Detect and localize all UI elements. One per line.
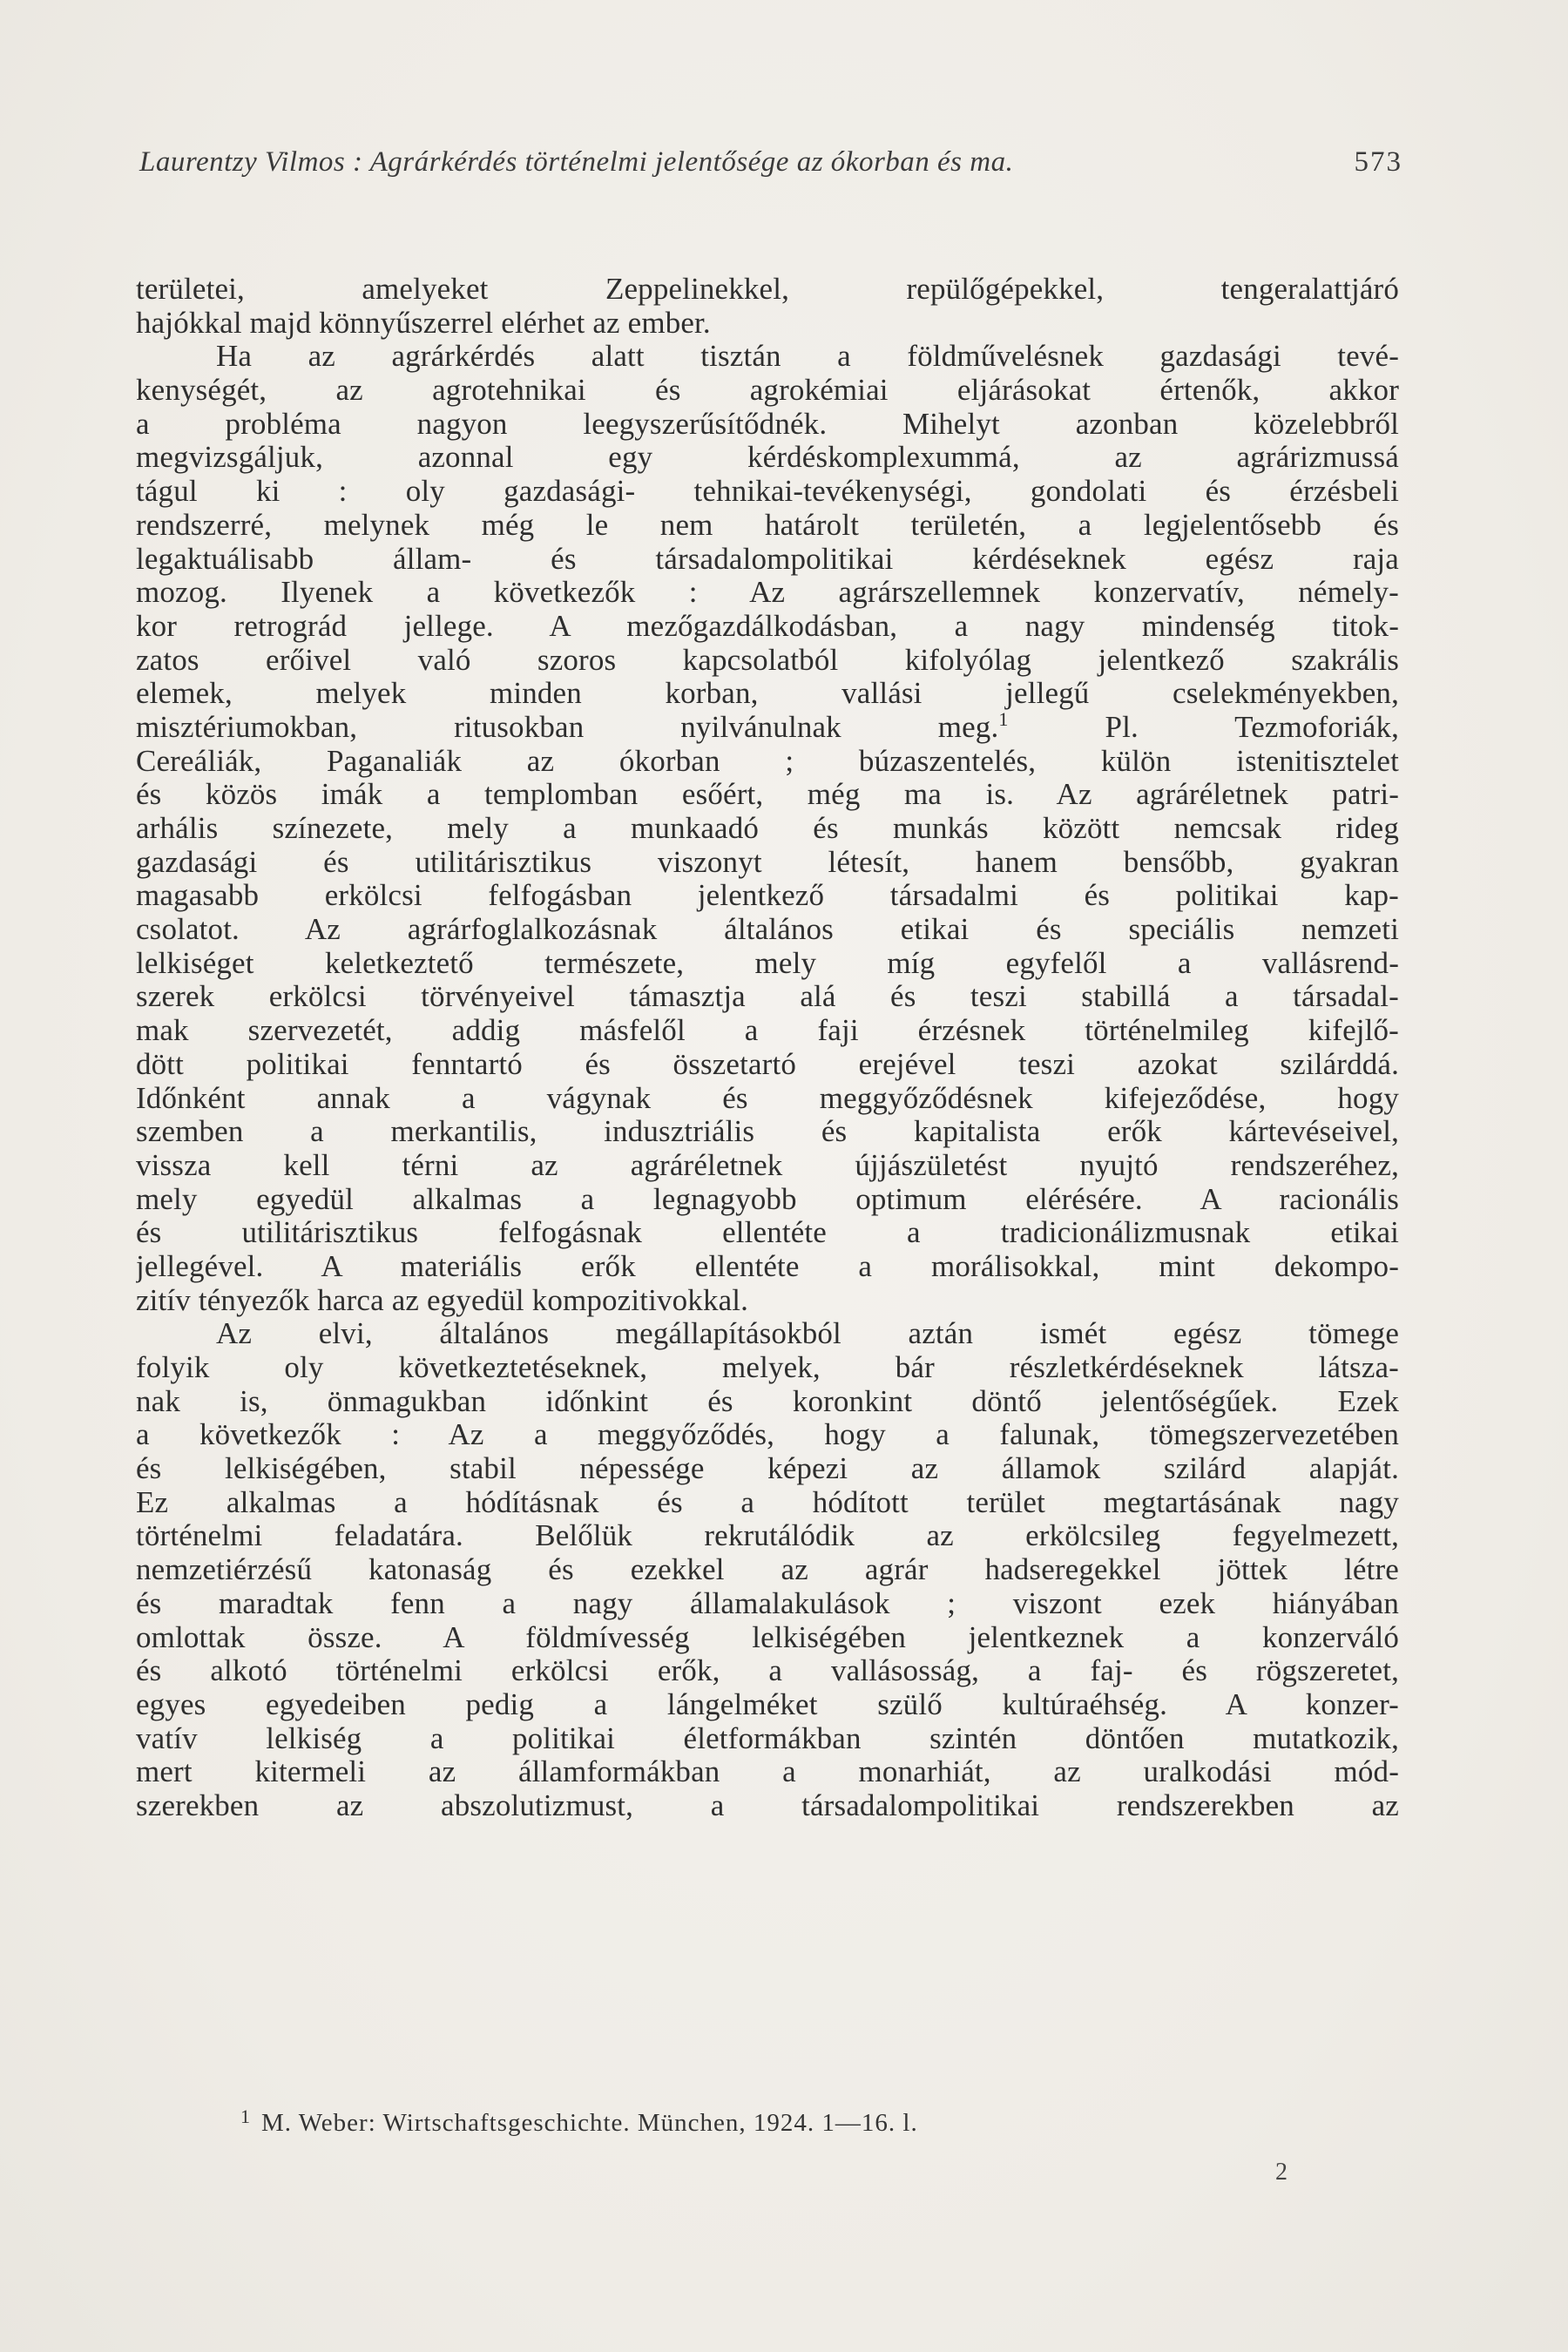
text-line: arhális színezete, mely a munkaadó és munkás között nemcsak rideg [136, 812, 1399, 845]
footnote [240, 2105, 918, 2138]
text-line: nak is, önmagukban időnkint és koronkint döntő jelentőségűek. Ezek [136, 1384, 1399, 1418]
text-line: rendszerré, melynek még le nem határolt területén, a legjelentősebb és [136, 508, 1399, 542]
text-line: tágul ki : oly gazdasági- tehnikai-tevékenységi, gondolati és érzésbeli [136, 475, 1399, 509]
footnote-mark: 1 [240, 2105, 251, 2127]
text-line: Az elvi, általános megállapításokból aztán ismét egész tömege [216, 1317, 1399, 1351]
page-number: 573 [1354, 146, 1402, 178]
text-line: megvizsgáljuk, azonnal egy kérdéskomplexummá, az agrárizmussá [136, 441, 1399, 475]
text-line: csolatot. Az agrárfoglalkozásnak általános etikai és speciális nemzeti [136, 913, 1399, 947]
text-line: omlottak össze. A földmívesség lelkiségében jelentkeznek a konzerváló [136, 1620, 1399, 1654]
text-line: szemben a merkantilis, indusztriális és kapitalista erők kártevéseivel, [136, 1115, 1399, 1149]
footnote-text: M. Weber: Wirtschaftsgeschichte. München, 1924. 1—16. l. [261, 2109, 918, 2137]
signature-mark: 2 [1275, 2159, 1288, 2186]
text-line: szerek erkölcsi törvényeivel támasztja alá és teszi stabillá a társadal- [136, 980, 1399, 1014]
text-line: zitív tényezők harca az egyedül kompozitivokkal. [136, 1283, 749, 1317]
text-line: legaktuálisabb állam- és társadalompolitikai kérdéseknek egész raja [136, 542, 1399, 576]
text-line: magasabb erkölcsi felfogásban jelentkező társadalmi és politikai kap- [136, 879, 1399, 913]
text-line: és közös imák a templomban esőért, még ma is. Az agráréletnek patri- [136, 778, 1399, 812]
text-line: vissza kell térni az agráréletnek újjászületést nyujtó rendszeréhez, [136, 1148, 1399, 1182]
text-line: mozog. Ilyenek a következők : Az agrárszellemnek konzervatív, némely- [136, 576, 1399, 610]
text-line-part: misztériumokban, ritusokban nyilvánulnak meg. [136, 710, 999, 744]
text-line: vatív lelkiség a politikai életformákban szintén döntően mutatkozik, [136, 1721, 1399, 1755]
text-line-part: Pl. Tezmoforiák, [1105, 710, 1399, 744]
text-line: és lelkiségében, stabil népessége képezi az államok szilárd alapját. [136, 1452, 1399, 1486]
text-line: dött politikai fenntartó és összetartó erejével teszi azokat szilárddá. [136, 1047, 1399, 1081]
running-title: Laurentzy Vilmos : Agrárkérdés történelmi jelentősége az ókorban és ma. [139, 146, 1014, 178]
text-line: területei, amelyeket Zeppelinekkel, repülőgépekkel, tengeralattjáró [136, 273, 1399, 306]
text-line-with-footnote [136, 711, 1399, 745]
text-line: és alkotó történelmi erkölcsi erők, a vallásosság, a faj- és rögszeretet, [136, 1654, 1399, 1688]
text-line: nemzetiérzésű katonaság és ezekkel az agrár hadseregekkel jöttek létre [136, 1553, 1399, 1587]
footnote-reference[interactable]: 1 [998, 710, 1009, 730]
running-head [139, 146, 1402, 188]
text-line: szerekben az abszolutizmust, a társadalompolitikai rendszerekben az [136, 1788, 1399, 1822]
text-line: lelkiséget keletkeztető természete, mely míg egyfelől a vallásrend- [136, 946, 1399, 980]
text-line: és utilitárisztikus felfogásnak ellentéte a tradicionálizmusnak etikai [136, 1216, 1399, 1250]
text-line: zatos erőivel való szoros kapcsolatból kifolyólag jelentkező szakrális [136, 643, 1399, 677]
text-line: jellegével. A materiális erők ellentéte a morálisokkal, mint dekompo- [136, 1249, 1399, 1283]
text-line: Ez alkalmas a hódításnak és a hódított terület megtartásának nagy [136, 1485, 1399, 1519]
text-line: elemek, melyek minden korban, vallási jellegű cselekményekben, [136, 677, 1399, 711]
text-line: a következők : Az a meggyőződés, hogy a falunak, tömegszervezetében [136, 1418, 1399, 1452]
text-line: mely egyedül alkalmas a legnagyobb optimum elérésére. A racionális [136, 1182, 1399, 1216]
text-line: gazdasági és utilitárisztikus viszonyt létesít, hanem bensőbb, gyakran [136, 845, 1399, 879]
text-line: egyes egyedeiben pedig a lángelméket szülő kultúraéhség. A konzer- [136, 1687, 1399, 1721]
body-text [136, 273, 1399, 1823]
text-line: mak szervezetét, addig másfelől a faji érzésnek történelmileg kifejlő- [136, 1014, 1399, 1048]
text-line: Ha az agrárkérdés alatt tisztán a földművelésnek gazdasági tevé- [216, 340, 1399, 374]
text-line: Időnként annak a vágynak és meggyőződésnek kifejeződése, hogy [136, 1081, 1399, 1115]
text-line: történelmi feladatára. Belőlük rekrutálódik az erkölcsileg fegyelmezett, [136, 1519, 1399, 1553]
text-line: kenységét, az agrotehnikai és agrokémiai eljárásokat értenők, akkor [136, 374, 1399, 408]
text-line: hajókkal majd könnyűszerrel elérhet az ember. [136, 306, 711, 340]
text-line: a probléma nagyon leegyszerűsítődnék. Mihelyt azonban közelebbről [136, 407, 1399, 441]
text-line: Cereáliák, Paganaliák az ókorban ; búzaszentelés, külön istenitisztelet [136, 744, 1399, 778]
text-line: kor retrográd jellege. A mezőgazdálkodásban, a nagy mindenség titok- [136, 609, 1399, 643]
text-line: és maradtak fenn a nagy államalakulások ; viszont ezek hiányában [136, 1586, 1399, 1620]
text-line: folyik oly következtetéseknek, melyek, bár részletkérdéseknek látsza- [136, 1351, 1399, 1384]
text-line: mert kitermeli az államformákban a monarhiát, az uralkodási mód- [136, 1755, 1399, 1789]
